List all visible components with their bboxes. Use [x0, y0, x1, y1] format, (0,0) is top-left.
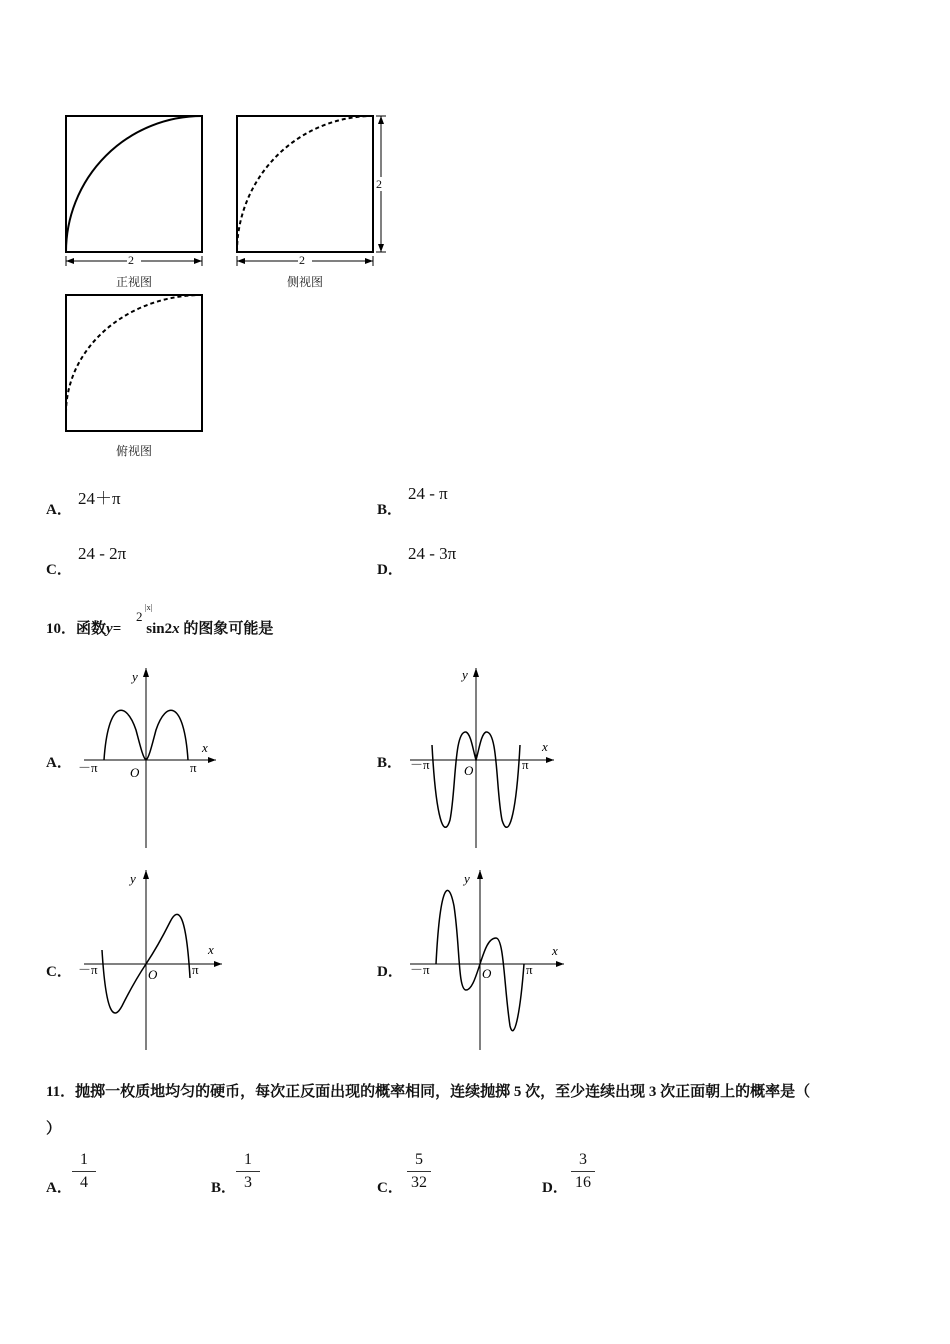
denominator: 32 — [411, 1174, 427, 1191]
q10-x-var: x — [172, 621, 180, 637]
y-axis-label: y — [462, 667, 468, 682]
q11-option-b-letter[interactable]: B． — [211, 1180, 237, 1196]
q11-stem-line1: 11．抛掷一枚质地均匀的硬币，每次正反面出现的概率相同，连续抛掷 5 次，至少连续出现 3 次正面朝上的概率是（ — [46, 1084, 811, 1100]
neg-pi-label: －π — [78, 962, 98, 977]
pi-label: π — [522, 757, 529, 772]
q11-option-a-fraction — [72, 1150, 96, 1193]
q11-option-c-letter[interactable]: C． — [377, 1180, 403, 1196]
q10-func: sin2 — [146, 621, 173, 637]
denominator: 4 — [80, 1174, 88, 1191]
numerator: 1 — [80, 1151, 88, 1168]
x-axis-label: x — [552, 943, 558, 958]
q9-option-c-letter[interactable]: C． — [46, 562, 72, 578]
side-view-height-label: 2 — [376, 177, 382, 191]
q11-option-a-letter[interactable]: A． — [46, 1180, 72, 1196]
x-axis-label: x — [208, 942, 214, 957]
origin-label: O — [130, 765, 140, 780]
top-view-caption: 俯视图 — [116, 444, 153, 458]
pi-label: π — [190, 760, 197, 775]
numerator: 5 — [415, 1151, 423, 1168]
numerator: 3 — [579, 1151, 587, 1168]
front-view — [66, 116, 202, 267]
denominator: 3 — [244, 1174, 252, 1191]
y-axis-label: y — [464, 871, 470, 886]
q10-graph-a — [76, 660, 226, 852]
top-view — [66, 295, 202, 431]
front-view-caption: 正视图 — [116, 275, 153, 289]
x-axis-label: x — [202, 740, 208, 755]
q10-base: 2 — [136, 609, 143, 624]
side-view-width-label: 2 — [299, 253, 305, 267]
q10-stem — [46, 617, 273, 638]
q11-option-b-fraction — [236, 1150, 260, 1193]
q10-graph-c — [76, 866, 226, 1054]
q10-equals: = — [112, 621, 122, 637]
side-view-caption: 侧视图 — [287, 275, 324, 289]
front-view-width-label: 2 — [128, 253, 134, 267]
y-axis-label: y — [130, 871, 136, 886]
origin-label: O — [482, 966, 492, 981]
denominator: 16 — [575, 1174, 591, 1191]
q9-option-b-expr: 24 - π — [408, 484, 448, 503]
q11-stem-line2: ） — [46, 1121, 62, 1137]
q9-option-d-expr: 24 - 3π — [408, 544, 457, 563]
q10-suffix: 的图象可能是 — [179, 621, 274, 637]
q10-option-a-letter[interactable]: A． — [46, 755, 72, 771]
q10-option-c-letter[interactable]: C． — [46, 964, 72, 980]
x-axis-label: x — [542, 739, 548, 754]
q9-option-a-expr: 24＋π — [78, 489, 121, 508]
three-views-figure — [0, 0, 950, 470]
q10-option-d-letter[interactable]: D． — [377, 964, 403, 980]
q10-prefix: 函数 — [76, 621, 107, 637]
q9-option-a-letter[interactable]: A． — [46, 502, 72, 518]
origin-label: O — [148, 967, 158, 982]
neg-pi-label: －π — [410, 757, 430, 772]
y-axis-label: y — [132, 669, 138, 684]
q11-option-d-letter[interactable]: D． — [542, 1180, 568, 1196]
q10-option-b-letter[interactable]: B． — [377, 755, 403, 771]
q9-option-b-letter[interactable]: B． — [377, 502, 403, 518]
neg-pi-label: －π — [78, 760, 98, 775]
q10-graph-b — [406, 660, 566, 852]
neg-pi-label: －π — [410, 962, 430, 977]
origin-label: O — [464, 763, 474, 778]
q10-exponent: |x| — [145, 603, 153, 612]
side-view — [237, 116, 388, 267]
q11-option-c-fraction — [407, 1150, 431, 1193]
pi-label: π — [192, 962, 199, 977]
q10-y-var: y — [106, 621, 113, 637]
q10-graph-d — [406, 866, 576, 1054]
q9-option-d-letter[interactable]: D． — [377, 562, 403, 578]
q10-number: 10． — [46, 621, 77, 637]
numerator: 1 — [244, 1151, 252, 1168]
q9-option-c-expr: 24 - 2π — [78, 544, 127, 563]
pi-label: π — [526, 962, 533, 977]
q11-option-d-fraction — [571, 1150, 595, 1193]
